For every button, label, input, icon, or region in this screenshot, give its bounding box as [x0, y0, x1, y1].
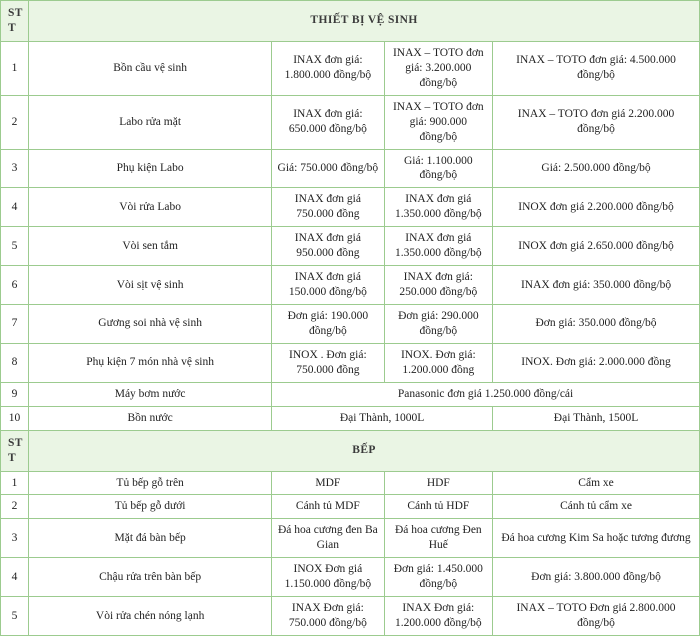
- row-option-b: INAX – TOTO đơn giá: 900.000 đồng/bộ: [384, 95, 492, 149]
- row-option-a: Đá hoa cương đen Ba Gian: [272, 519, 384, 558]
- row-option-b: Đá hoa cương Đen Huế: [384, 519, 492, 558]
- row-stt: 4: [1, 558, 29, 597]
- row-stt: 3: [1, 149, 29, 188]
- row-option-c: Cẩm xe: [493, 471, 700, 495]
- row-option-c: INOX đơn giá 2.650.000 đồng/bộ: [493, 227, 700, 266]
- table-row: [1, 471, 700, 495]
- row-option-c: Đơn giá: 3.800.000 đồng/bộ: [493, 558, 700, 597]
- row-option-c: INAX – TOTO đơn giá 2.200.000 đồng/bộ: [493, 95, 700, 149]
- table-row: [1, 597, 700, 636]
- row-option-b: INAX đơn giá 1.350.000 đồng/bộ: [384, 227, 492, 266]
- row-option-a: INAX đơn giá 750.000 đồng: [272, 188, 384, 227]
- row-option-c: Cánh tủ cẩm xe: [493, 495, 700, 519]
- row-name: Mặt đá bàn bếp: [29, 519, 272, 558]
- row-name: Chậu rửa trên bàn bếp: [29, 558, 272, 597]
- row-name: Labo rửa mặt: [29, 95, 272, 149]
- row-stt: 3: [1, 519, 29, 558]
- row-stt: 1: [1, 471, 29, 495]
- row-option-b: Giá: 1.100.000 đồng/bộ: [384, 149, 492, 188]
- table-body: [1, 1, 700, 636]
- row-name: Tủ bếp gỗ trên: [29, 471, 272, 495]
- row-stt: 1: [1, 41, 29, 95]
- row-option-a: INAX đơn giá 150.000 đồng/bộ: [272, 266, 384, 305]
- row-name: Bồn cầu vệ sinh: [29, 41, 272, 95]
- row-option-a: Đơn giá: 190.000 đồng/bộ: [272, 305, 384, 344]
- row-option-b: Cánh tủ HDF: [384, 495, 492, 519]
- section-header-row: [1, 1, 700, 42]
- row-option-c: INOX đơn giá 2.200.000 đồng/bộ: [493, 188, 700, 227]
- table-row: [1, 519, 700, 558]
- row-option-c: INAX đơn giá: 350.000 đồng/bộ: [493, 266, 700, 305]
- table-row: [1, 227, 700, 266]
- table-row: [1, 382, 700, 406]
- row-option-b: INOX. Đơn giá: 1.200.000 đồng: [384, 343, 492, 382]
- row-stt: 4: [1, 188, 29, 227]
- row-option-b: INAX Đơn giá: 1.200.000 đồng/bộ: [384, 597, 492, 636]
- row-stt: 5: [1, 597, 29, 636]
- row-option-b: INAX đơn giá 1.350.000 đồng/bộ: [384, 188, 492, 227]
- row-stt: 10: [1, 406, 29, 430]
- row-option-a: Giá: 750.000 đồng/bộ: [272, 149, 384, 188]
- row-right-value: Đại Thành, 1500L: [493, 406, 700, 430]
- table-row: [1, 495, 700, 519]
- row-option-b: Đơn giá: 290.000 đồng/bộ: [384, 305, 492, 344]
- table-row: [1, 266, 700, 305]
- row-name: Bồn nước: [29, 406, 272, 430]
- row-option-c: Giá: 2.500.000 đồng/bộ: [493, 149, 700, 188]
- row-stt: 7: [1, 305, 29, 344]
- row-name: Phụ kiện Labo: [29, 149, 272, 188]
- row-name: Vòi rửa chén nóng lạnh: [29, 597, 272, 636]
- row-option-c: INAX – TOTO đơn giá: 4.500.000 đồng/bộ: [493, 41, 700, 95]
- row-stt: 9: [1, 382, 29, 406]
- section-stt-label: STT: [1, 1, 29, 42]
- row-option-a: INOX . Đơn giá: 750.000 đồng: [272, 343, 384, 382]
- row-name: Gương soi nhà vệ sinh: [29, 305, 272, 344]
- table-row: [1, 343, 700, 382]
- row-stt: 5: [1, 227, 29, 266]
- row-option-c: Đơn giá: 350.000 đồng/bộ: [493, 305, 700, 344]
- row-stt: 2: [1, 95, 29, 149]
- table-row: [1, 558, 700, 597]
- row-name: Máy bơm nước: [29, 382, 272, 406]
- section-title: THIẾT BỊ VỆ SINH: [29, 1, 700, 42]
- section-stt-label: STT: [1, 430, 29, 471]
- row-name: Tủ bếp gỗ dưới: [29, 495, 272, 519]
- row-name: Vòi sịt vệ sinh: [29, 266, 272, 305]
- table-row: [1, 149, 700, 188]
- row-option-c: Đá hoa cương Kim Sa hoặc tương đương: [493, 519, 700, 558]
- row-name: Vòi rửa Labo: [29, 188, 272, 227]
- row-option-b: HDF: [384, 471, 492, 495]
- table-row: [1, 188, 700, 227]
- row-stt: 2: [1, 495, 29, 519]
- row-name: Vòi sen tắm: [29, 227, 272, 266]
- table-row: [1, 41, 700, 95]
- table-row: [1, 305, 700, 344]
- row-left-value: Đại Thành, 1000L: [272, 406, 493, 430]
- row-option-a: INOX Đơn giá 1.150.000 đồng/bộ: [272, 558, 384, 597]
- row-option-c: INAX – TOTO Đơn giá 2.800.000 đồng/bộ: [493, 597, 700, 636]
- row-stt: 8: [1, 343, 29, 382]
- section-title: BẾP: [29, 430, 700, 471]
- row-option-a: INAX Đơn giá: 750.000 đồng/bộ: [272, 597, 384, 636]
- row-name: Phụ kiện 7 món nhà vệ sinh: [29, 343, 272, 382]
- row-option-c: INOX. Đơn giá: 2.000.000 đồng: [493, 343, 700, 382]
- row-option-b: Đơn giá: 1.450.000 đồng/bộ: [384, 558, 492, 597]
- row-option-a: INAX đơn giá: 650.000 đồng/bộ: [272, 95, 384, 149]
- row-option-a: Cánh tủ MDF: [272, 495, 384, 519]
- row-option-a: MDF: [272, 471, 384, 495]
- section-header-row: [1, 430, 700, 471]
- row-option-a: INAX đơn giá: 1.800.000 đồng/bộ: [272, 41, 384, 95]
- row-merged-value: Panasonic đơn giá 1.250.000 đồng/cái: [272, 382, 700, 406]
- row-option-b: INAX – TOTO đơn giá: 3.200.000 đồng/bộ: [384, 41, 492, 95]
- table-row: [1, 95, 700, 149]
- table-row: [1, 406, 700, 430]
- row-option-b: INAX đơn giá: 250.000 đồng/bộ: [384, 266, 492, 305]
- row-option-a: INAX đơn giá 950.000 đồng: [272, 227, 384, 266]
- row-stt: 6: [1, 266, 29, 305]
